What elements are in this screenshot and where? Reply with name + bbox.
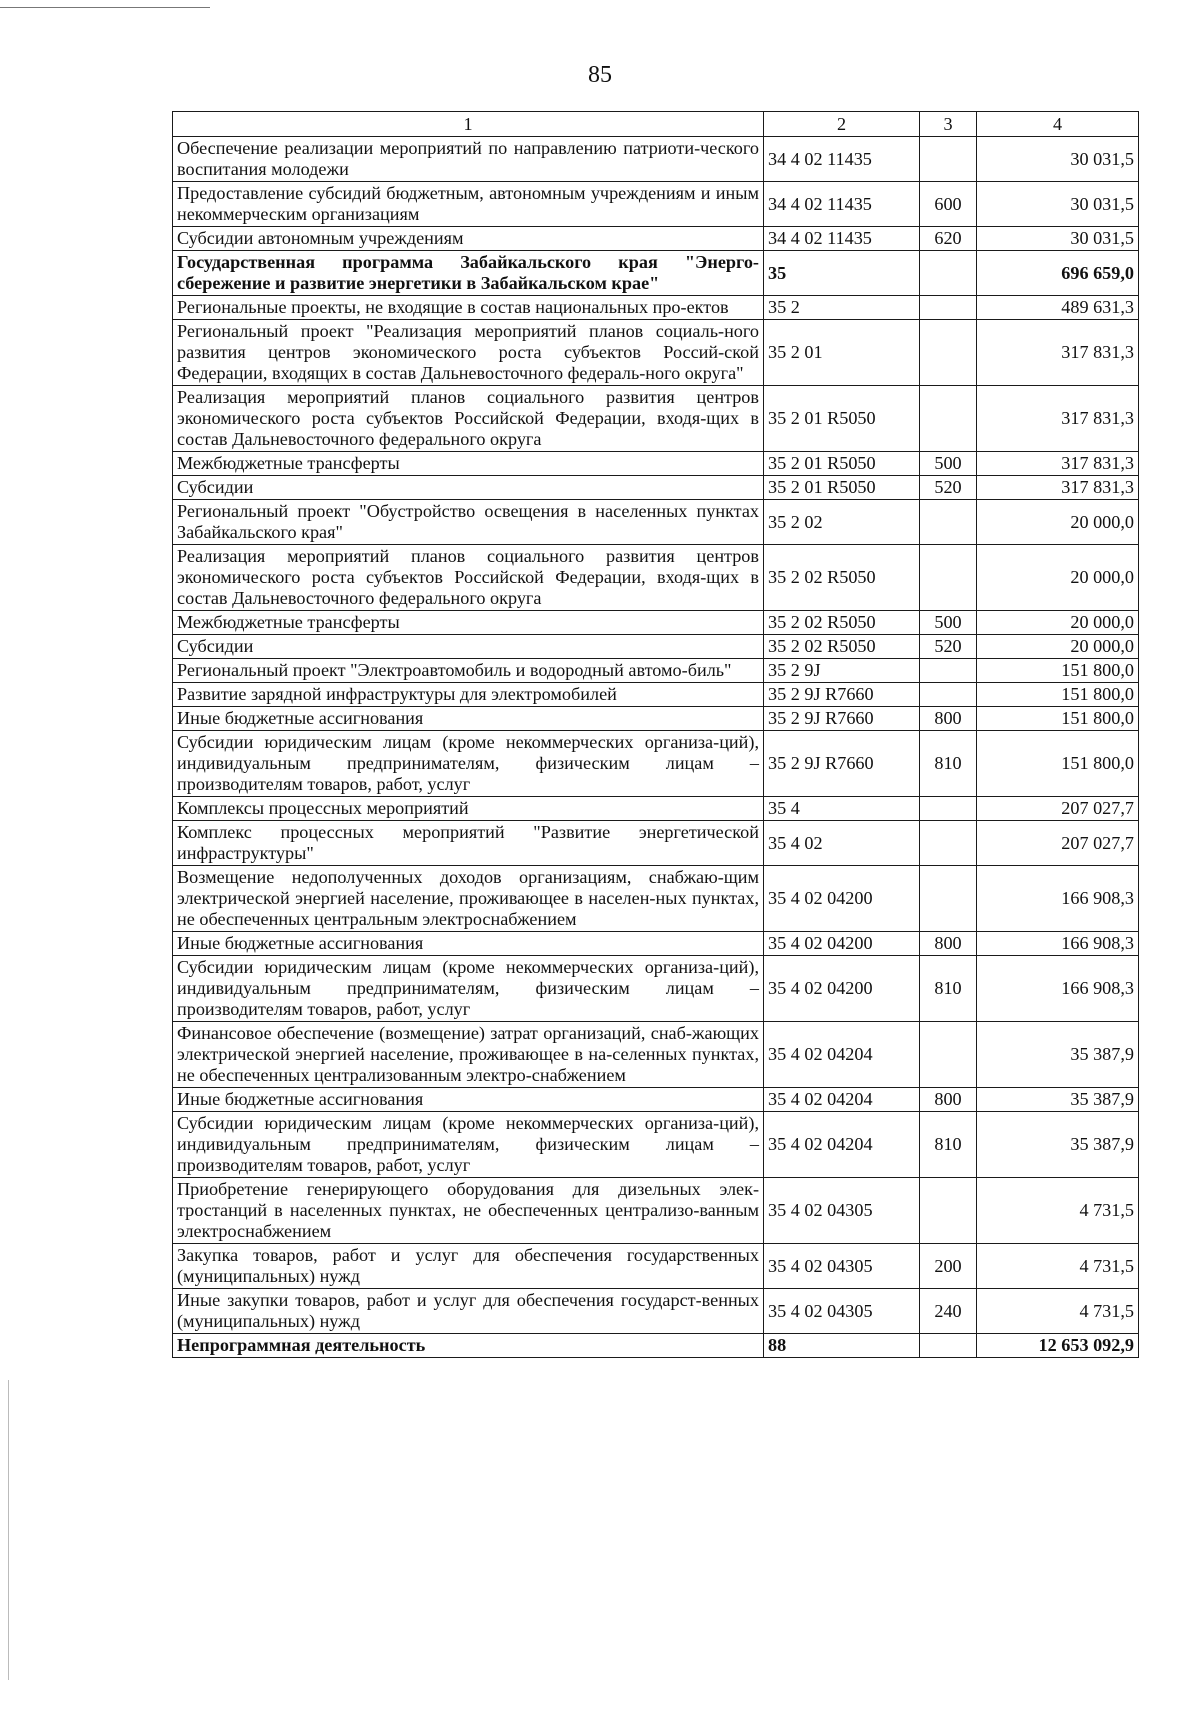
row-code-cell: 35 2 02	[764, 500, 920, 545]
row-type-cell: 500	[920, 611, 977, 635]
table-row	[173, 1289, 1139, 1334]
row-sum-cell: 20 000,0	[977, 635, 1139, 659]
row-code-cell: 35 2 02 R5050	[764, 611, 920, 635]
column-header: 4	[977, 112, 1139, 137]
row-code-cell: 34 4 02 11435	[764, 137, 920, 182]
budget-table	[172, 111, 1139, 1358]
row-type-cell: 200	[920, 1244, 977, 1289]
row-name-cell: Региональный проект "Электроавтомобиль и водородный автомо-биль"	[173, 659, 764, 683]
row-sum-cell: 30 031,5	[977, 137, 1139, 182]
row-type-cell	[920, 821, 977, 866]
row-code-cell: 35 2	[764, 296, 920, 320]
row-sum-cell: 20 000,0	[977, 611, 1139, 635]
row-sum-cell: 35 387,9	[977, 1112, 1139, 1178]
row-code-cell: 34 4 02 11435	[764, 227, 920, 251]
row-code-cell: 35 4 02 04204	[764, 1088, 920, 1112]
row-type-cell	[920, 866, 977, 932]
row-name-cell: Субсидии автономным учреждениям	[173, 227, 764, 251]
table-row	[173, 476, 1139, 500]
row-code-cell: 35 2 02 R5050	[764, 635, 920, 659]
row-code-cell: 35 2 02 R5050	[764, 545, 920, 611]
row-name-cell: Межбюджетные трансферты	[173, 452, 764, 476]
row-name-cell: Развитие зарядной инфраструктуры для электромобилей	[173, 683, 764, 707]
row-type-cell	[920, 683, 977, 707]
table-row	[173, 545, 1139, 611]
row-name-cell: Иные бюджетные ассигнования	[173, 707, 764, 731]
table-row	[173, 731, 1139, 797]
row-sum-cell: 151 800,0	[977, 683, 1139, 707]
row-code-cell: 35 4 02	[764, 821, 920, 866]
table-row	[173, 251, 1139, 296]
row-type-cell: 810	[920, 956, 977, 1022]
row-name-cell: Субсидии юридическим лицам (кроме некоммерческих организа-ций), индивидуальным предпринимателям, физическим лицам – производителям товаров, работ, услуг	[173, 731, 764, 797]
row-sum-cell: 12 653 092,9	[977, 1334, 1139, 1358]
table-row	[173, 320, 1139, 386]
row-code-cell: 35 2 9J R7660	[764, 683, 920, 707]
row-code-cell: 35 4 02 04204	[764, 1022, 920, 1088]
row-code-cell: 35 2 01 R5050	[764, 476, 920, 500]
row-name-cell: Предоставление субсидий бюджетным, автономным учреждениям и иным некоммерческим организациям	[173, 182, 764, 227]
row-name-cell: Региональные проекты, не входящие в состав национальных про-ектов	[173, 296, 764, 320]
row-sum-cell: 317 831,3	[977, 452, 1139, 476]
row-name-cell: Комплекс процессных мероприятий "Развитие энергетической инфраструктуры"	[173, 821, 764, 866]
row-type-cell: 520	[920, 476, 977, 500]
row-sum-cell: 151 800,0	[977, 659, 1139, 683]
row-code-cell: 35 2 01 R5050	[764, 386, 920, 452]
row-code-cell: 35 4 02 04204	[764, 1112, 920, 1178]
row-name-cell: Субсидии	[173, 476, 764, 500]
row-type-cell	[920, 296, 977, 320]
table-row	[173, 386, 1139, 452]
row-code-cell: 35	[764, 251, 920, 296]
row-sum-cell: 30 031,5	[977, 182, 1139, 227]
table-row	[173, 707, 1139, 731]
row-sum-cell: 207 027,7	[977, 821, 1139, 866]
row-sum-cell: 489 631,3	[977, 296, 1139, 320]
row-sum-cell: 151 800,0	[977, 707, 1139, 731]
row-code-cell: 35 4 02 04305	[764, 1244, 920, 1289]
row-sum-cell: 151 800,0	[977, 731, 1139, 797]
table-row	[173, 611, 1139, 635]
row-name-cell: Закупка товаров, работ и услуг для обеспечения государственных (муниципальных) нужд	[173, 1244, 764, 1289]
row-type-cell	[920, 659, 977, 683]
row-type-cell	[920, 386, 977, 452]
row-name-cell: Субсидии юридическим лицам (кроме некоммерческих организа-ций), индивидуальным предпринимателям, физическим лицам – производителям товаров, работ, услуг	[173, 1112, 764, 1178]
row-name-cell: Непрограммная деятельность	[173, 1334, 764, 1358]
page-number: 85	[588, 62, 612, 88]
row-type-cell: 810	[920, 731, 977, 797]
row-name-cell: Иные закупки товаров, работ и услуг для обеспечения государст-венных (муниципальных) нужд	[173, 1289, 764, 1334]
scan-artifact-line	[0, 7, 210, 8]
table-row	[173, 1088, 1139, 1112]
row-code-cell: 35 4 02 04200	[764, 932, 920, 956]
row-type-cell	[920, 797, 977, 821]
row-name-cell: Иные бюджетные ассигнования	[173, 932, 764, 956]
row-name-cell: Государственная программа Забайкальского края "Энерго-сбережение и развитие энергетики в Забайкальском крае"	[173, 251, 764, 296]
table-row	[173, 956, 1139, 1022]
row-sum-cell: 166 908,3	[977, 956, 1139, 1022]
row-name-cell: Приобретение генерирующего оборудования для дизельных элек-тростанций в населенных пунктах, не обеспеченных централизо-ванным электроснабжением	[173, 1178, 764, 1244]
row-name-cell: Комплексы процессных мероприятий	[173, 797, 764, 821]
table-row	[173, 500, 1139, 545]
row-code-cell: 35 2 9J R7660	[764, 731, 920, 797]
row-type-cell: 240	[920, 1289, 977, 1334]
table-row	[173, 1244, 1139, 1289]
row-code-cell: 35 4	[764, 797, 920, 821]
table-row	[173, 683, 1139, 707]
row-sum-cell: 35 387,9	[977, 1088, 1139, 1112]
row-type-cell	[920, 1022, 977, 1088]
row-type-cell: 800	[920, 1088, 977, 1112]
row-name-cell: Финансовое обеспечение (возмещение) затрат организаций, снаб-жающих электрической энергией население, проживающее в на-селенных пунктах, не обеспеченных централизованным электро-снабжением	[173, 1022, 764, 1088]
row-code-cell: 35 2 01 R5050	[764, 452, 920, 476]
row-code-cell: 35 4 02 04200	[764, 866, 920, 932]
row-name-cell: Иные бюджетные ассигнования	[173, 1088, 764, 1112]
table-row	[173, 797, 1139, 821]
scan-artifact-line	[8, 1380, 9, 1680]
row-type-cell: 800	[920, 932, 977, 956]
table-row	[173, 866, 1139, 932]
row-name-cell: Субсидии	[173, 635, 764, 659]
column-header: 3	[920, 112, 977, 137]
table-row	[173, 659, 1139, 683]
row-sum-cell: 696 659,0	[977, 251, 1139, 296]
table-row	[173, 137, 1139, 182]
row-type-cell: 500	[920, 452, 977, 476]
table-row	[173, 452, 1139, 476]
row-name-cell: Реализация мероприятий планов социального развития центров экономического роста субъектов Российской Федерации, входя-щих в состав Дальневосточного федерального округа	[173, 545, 764, 611]
row-type-cell	[920, 251, 977, 296]
row-type-cell: 800	[920, 707, 977, 731]
row-code-cell: 35 4 02 04200	[764, 956, 920, 1022]
row-code-cell: 35 4 02 04305	[764, 1289, 920, 1334]
row-type-cell	[920, 1334, 977, 1358]
row-sum-cell: 4 731,5	[977, 1289, 1139, 1334]
row-type-cell: 520	[920, 635, 977, 659]
table-row	[173, 932, 1139, 956]
row-type-cell: 600	[920, 182, 977, 227]
row-code-cell: 35 4 02 04305	[764, 1178, 920, 1244]
table-header-row	[173, 112, 1139, 137]
row-name-cell: Субсидии юридическим лицам (кроме некоммерческих организа-ций), индивидуальным предпринимателям, физическим лицам – производителям товаров, работ, услуг	[173, 956, 764, 1022]
table-row	[173, 1112, 1139, 1178]
table-row	[173, 182, 1139, 227]
table-row	[173, 227, 1139, 251]
row-type-cell	[920, 137, 977, 182]
table-row	[173, 1178, 1139, 1244]
row-sum-cell: 30 031,5	[977, 227, 1139, 251]
row-type-cell: 810	[920, 1112, 977, 1178]
row-name-cell: Региональный проект "Обустройство освещения в населенных пунктах Забайкальского края"	[173, 500, 764, 545]
row-type-cell	[920, 545, 977, 611]
row-sum-cell: 166 908,3	[977, 932, 1139, 956]
row-name-cell: Возмещение недополученных доходов организациям, снабжаю-щим электрической энергией население, проживающее в населен-ных пунктах, не обеспеченных центральным электроснабжением	[173, 866, 764, 932]
row-name-cell: Обеспечение реализации мероприятий по направлению патриоти-ческого воспитания молодежи	[173, 137, 764, 182]
row-code-cell: 35 2 9J R7660	[764, 707, 920, 731]
column-header: 1	[173, 112, 764, 137]
row-type-cell	[920, 1178, 977, 1244]
row-type-cell	[920, 320, 977, 386]
row-code-cell: 35 2 9J	[764, 659, 920, 683]
row-sum-cell: 317 831,3	[977, 386, 1139, 452]
row-sum-cell: 317 831,3	[977, 476, 1139, 500]
row-sum-cell: 207 027,7	[977, 797, 1139, 821]
row-sum-cell: 166 908,3	[977, 866, 1139, 932]
row-name-cell: Межбюджетные трансферты	[173, 611, 764, 635]
column-header: 2	[764, 112, 920, 137]
table-row	[173, 1022, 1139, 1088]
row-sum-cell: 4 731,5	[977, 1178, 1139, 1244]
table-row	[173, 1334, 1139, 1358]
row-sum-cell: 317 831,3	[977, 320, 1139, 386]
table-row	[173, 635, 1139, 659]
row-code-cell: 34 4 02 11435	[764, 182, 920, 227]
row-name-cell: Региональный проект "Реализация мероприятий планов социаль-ного развития центров экономического роста субъектов Россий-ской Федерации, входящих в состав Дальневосточного федераль-ного округа"	[173, 320, 764, 386]
table-row	[173, 296, 1139, 320]
row-sum-cell: 35 387,9	[977, 1022, 1139, 1088]
row-name-cell: Реализация мероприятий планов социального развития центров экономического роста субъектов Российской Федерации, входя-щих в состав Дальневосточного федерального округа	[173, 386, 764, 452]
table-row	[173, 821, 1139, 866]
row-type-cell	[920, 500, 977, 545]
row-type-cell: 620	[920, 227, 977, 251]
row-code-cell: 35 2 01	[764, 320, 920, 386]
row-sum-cell: 4 731,5	[977, 1244, 1139, 1289]
row-sum-cell: 20 000,0	[977, 545, 1139, 611]
row-sum-cell: 20 000,0	[977, 500, 1139, 545]
row-code-cell: 88	[764, 1334, 920, 1358]
